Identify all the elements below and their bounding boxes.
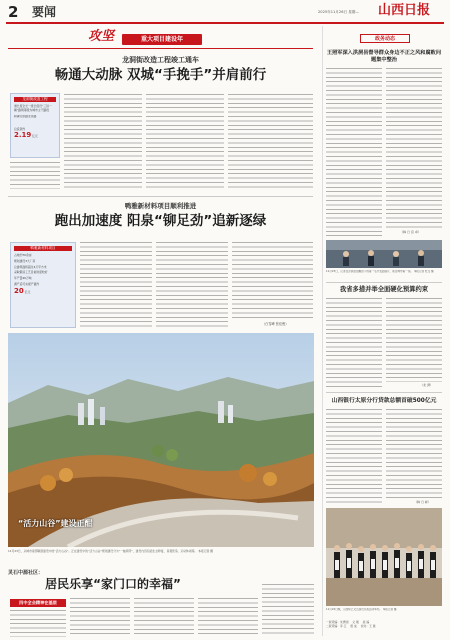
infobox-item: 年产量40万吨 [14,276,32,281]
editor-credit: 组 成 [350,624,357,628]
page-header [0,0,450,22]
article1-body-col1 [64,94,142,189]
infobox-title: 龙洞街改造工程 [14,97,56,102]
right-article3-byline: （韩 日 彬） [414,500,431,504]
gov-section-tag [360,34,410,43]
article1-body-col2 [146,94,224,189]
performance-illustration [326,508,442,606]
article1-kicker: 龙洞街改造工程竣工通车 [122,56,199,64]
gov-section-text: 政务动态 [374,36,395,42]
article2-kicker: 鸭雅新材料项目顺利推进 [124,202,197,210]
infobox-title: 鸭雅新材料项目 [14,246,72,251]
right-article1-byline: （韩 日 宫 卓） [400,230,421,234]
article1-headline: 畅通大动脉 双城“手挽手”并肩前行 [54,67,267,83]
masthead: 山西日报 [378,3,431,18]
infobox-item: 总建筑面积超过4万平方米 [14,264,47,269]
right-article2-byline: （龙 湃） [420,383,433,387]
article2-body-col2 [156,242,228,328]
right-article3-col2 [386,409,442,499]
infobox-item: 道长度全长一级长度设“三纵一横”路网等级为城市主干路段 [14,104,52,112]
right-article1-headline: 王照军深入洪洞县督导群众身边不正之风和腐败问题集中整治 [326,50,442,63]
vitality-valley-illustration [8,333,314,547]
banner-rule [8,48,313,49]
right-article1-col1 [326,68,382,236]
right-divider-2 [326,392,442,393]
infobox-amount: 2.19 [14,131,32,140]
article2-body-col1 [80,242,152,328]
infobox-amount-row [14,133,56,138]
right-article2-col1 [326,298,382,388]
article1-infobox [10,93,60,158]
bottom-tag [10,599,66,607]
article2-body-col3 [232,242,313,320]
editor-credit: 校对：王 晨 [360,624,376,628]
meeting-photo [326,240,442,268]
right-article3-headline: 山西银行太原分行贷款总额首破500亿元 [331,398,437,404]
bottom-tag-text: 四中全会精神在基层 [19,600,57,605]
infobox-item: 规划建设3大厂房 [14,258,36,263]
editors-strip [326,620,442,636]
bottom-body-col3 [198,598,258,637]
bottom-body-col0 [10,610,66,637]
date-line: 2025年11月26日 星期— [318,10,359,14]
bottom-headline: 居民乐享“家门口的幸福” [45,577,181,591]
bottom-kicker: 灵石中源社区： [8,570,44,576]
performance-photo [326,508,442,606]
bottom-body-col4 [262,584,314,637]
section-name: 要闻 [32,5,57,19]
editor-credit: 美 编 [362,620,370,624]
vitality-valley-photo [8,333,314,547]
article1-body-col0 [10,162,60,189]
infobox-item: 占地约70余亩 [14,253,32,257]
right-article3-col1 [326,409,382,505]
photo-caption: 11月23日，从城市南部眺望建设中的“活力山谷”。正在建设中的“活力山谷”规划建设分为“一轴两带”，建设内容包括生态修复、景观营造、运动休闲等。 本报记者 摄 [8,549,213,553]
campaign-banner [122,34,202,45]
infobox-amount: 20 [14,286,24,295]
bottom-body-col1 [70,598,130,637]
meeting-illustration [326,240,442,268]
bottom-body-col2 [134,598,194,637]
article2-byline: （白雪峰 张佳俊） [262,322,289,326]
photo-caption-overlay: “活力山谷”建设正酣 [18,519,93,528]
campaign-banner-text: 重大项目建设年 [140,36,183,43]
campaign-logo: 攻坚 [88,29,115,44]
right-article1-col2 [386,68,442,228]
right-article2-headline: 我省多措并举全面硬化预算约束 [339,286,429,293]
article1-body-col3 [228,94,313,189]
page-number: 2 [8,3,19,21]
editor-credit: 文 刚 [352,620,359,624]
right-article2-col2 [386,298,442,382]
infobox-item: 跨越太原路北延路 [14,114,37,118]
infobox-item: 采取锻造工艺目前进度较好 [14,270,48,275]
infobox-unit: 亿元 [32,134,38,139]
article2-infobox [10,242,76,328]
right-divider-1 [326,282,442,283]
editor-credit: 二版责编：李 江 [326,624,347,628]
meeting-photo-caption: 11月23日，记者在洪洞县拍摄拍下的第一名代表面镜片，前往城市第一线。 本报记者 杜文 摄 [326,270,434,273]
editor-credit: 一版责编：朱勇刚 [326,620,349,624]
infobox-unit: 亿元 [24,289,31,294]
article2-headline: 跑出加速度 阳泉“铆足劲”追新逐绿 [54,213,267,229]
infobox-amount-row [14,286,72,295]
header-rule [6,22,444,24]
article-divider [8,196,313,197]
infobox-item: 满产后可实现产值约 [14,281,40,286]
infobox-item: 总投资约 [14,126,26,131]
performance-photo-caption: 11月22日晚，山西综艺文艺演出庆祝活动举办。 本报记者 摄 [326,608,397,611]
